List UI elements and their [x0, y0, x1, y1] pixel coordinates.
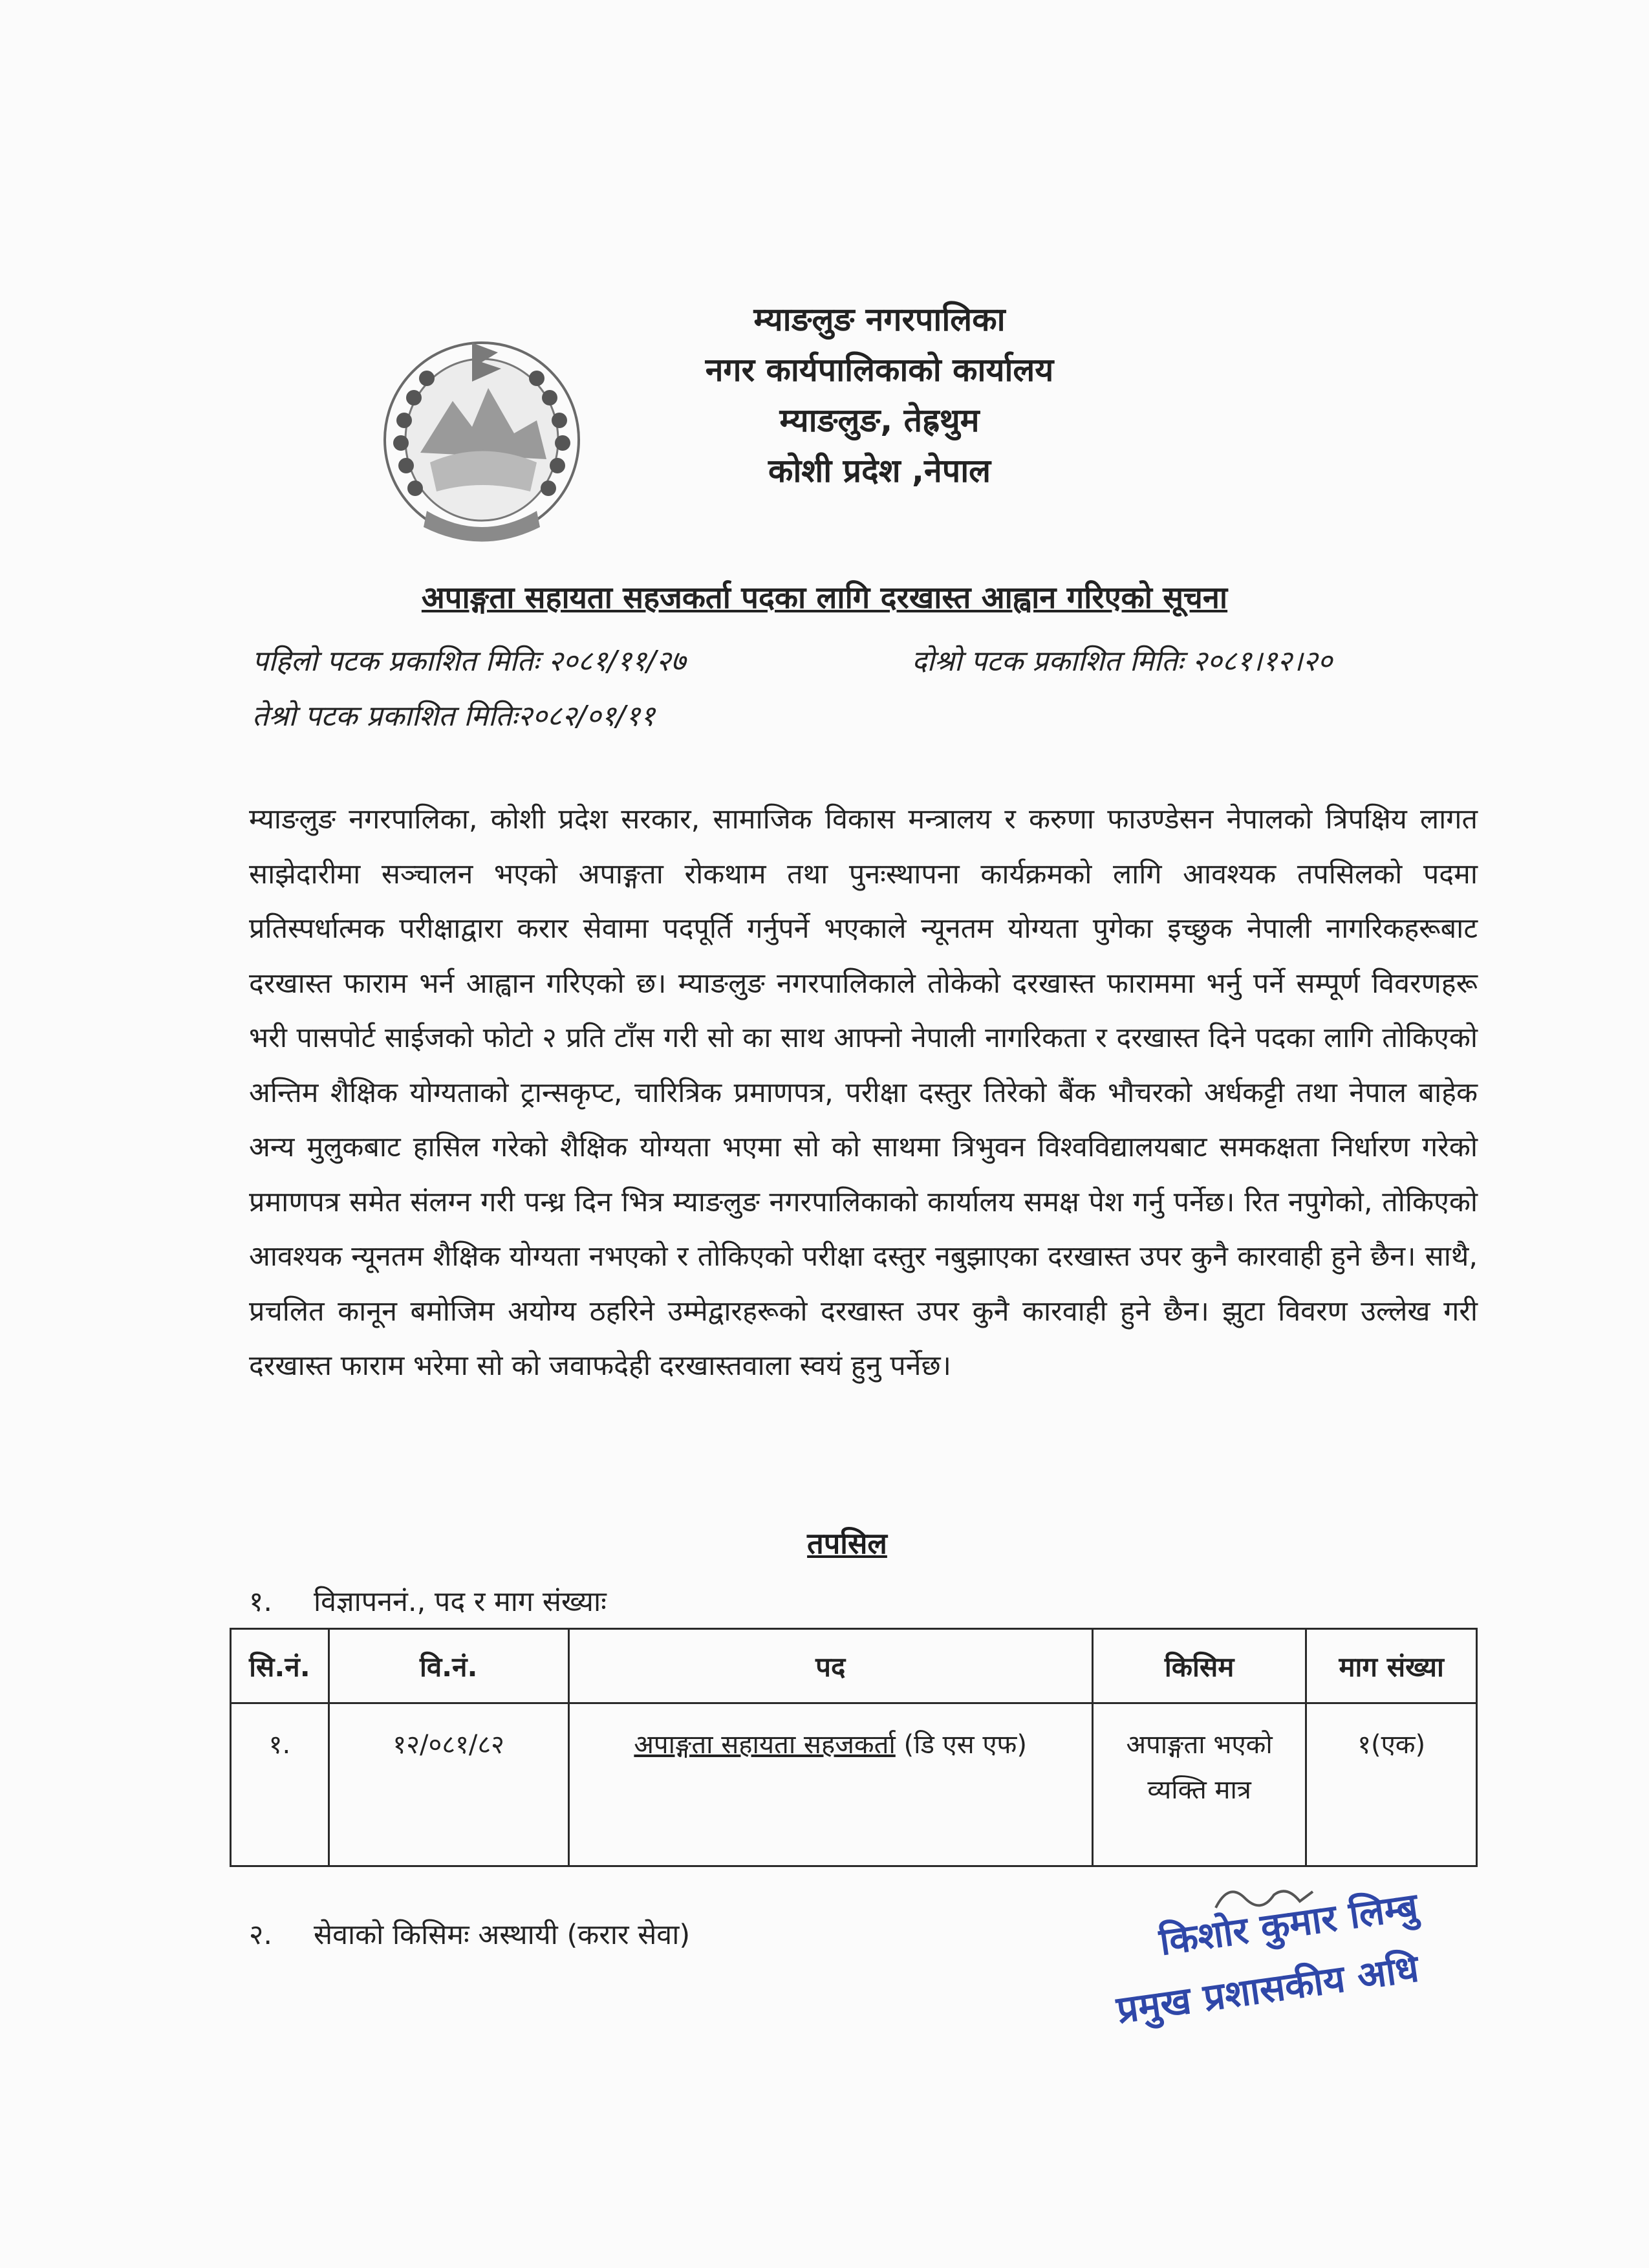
province-country: कोशी प्रदेश ,नेपाल [768, 452, 991, 490]
municipality-name: म्याङलुङ नगरपालिका [753, 301, 1006, 338]
cell-post [568, 1703, 1092, 1866]
item-number: २. [249, 1919, 273, 1951]
header-serial: सि.नं. [231, 1629, 329, 1703]
first-publication-date: पहिलो पटक प्रकाशित मितिः २०८१/११/२७ [252, 645, 686, 678]
table-header-row [231, 1629, 1477, 1703]
type-line-1: अपाङ्गता भएको [1126, 1730, 1273, 1760]
posts-table [230, 1628, 1478, 1867]
header-demand: माग संख्या [1306, 1629, 1477, 1703]
nepal-emblem-icon [375, 323, 588, 550]
third-publication-date: तेश्रो पटक प्रकाशित मितिः२०८२/०१/११ [252, 700, 655, 733]
letterhead [621, 294, 1138, 496]
item-number: १. [249, 1586, 273, 1618]
post-abbrev: (डि एस एफ) [895, 1730, 1028, 1760]
cell-demand: १(एक) [1306, 1703, 1477, 1866]
details-heading: तपसिल [807, 1526, 887, 1561]
official-stamp [1098, 1868, 1514, 2058]
type-line-2: व्यक्ति मात्र [1147, 1775, 1251, 1805]
table-row [231, 1703, 1477, 1866]
post-name: अपाङ्गता सहायता सहजकर्ता [634, 1730, 896, 1760]
details-item-1 [249, 1581, 607, 1619]
notice-title: अपाङ्गता सहायता सहजकर्ता पदका लागि दरखास्त आह्वान गरिएको सूचना [421, 580, 1228, 616]
notice-body: म्याङलुङ नगरपालिका, कोशी प्रदेश सरकार, सामाजिक विकास मन्त्रालय र करुणा फाउण्डेसन नेपालको त्रिपक्षिय लागत साझेदारीमा सञ्चालन भएको अपाङ्गता रोकथाम तथा पुनःस्थापना कार्यक्रमको लागि आवश्यक तपसिलको पदमा प्रतिस्पर्धात्मक परीक्षाद्वारा करार सेवामा पदपूर्ति गर्नुपर्ने भएकाले न्यूनतम योग्यता पुगेका इच्छुक नेपाली नागरिकहरूबाट दरखास्त फाराम भर्न आह्वान गरिएको छ। म्याङलुङ नगरपालिकाले तोकेको दरखास्त फाराममा भर्नु पर्ने सम्पूर्ण विवरणहरू भरी पासपोर्ट साईजको फोटो २ प्रति टाँस गरी सो का साथ आफ्नो नेपाली नागरिकता र दरखास्त दिने पदका लागि तोकिएको अन्तिम शैक्षिक योग्यताको ट्रान्सकृप्ट, चारित्रिक प्रमाणपत्र, परीक्षा दस्तुर तिरेको बैंक भौचरको अर्धकट्टी तथा नेपाल बाहेक अन्य मुलुकबाट हासिल गरेको शैक्षिक योग्यता भएमा सो को साथमा त्रिभुवन विश्वविद्यालयबाट समकक्षता निर्धारण गरेको प्रमाणपत्र समेत संलग्न गरी पन्ध्र दिन भित्र म्याङलुङ नगरपालिकाको कार्यालय समक्ष पेश गर्नु पर्नेछ। रित नपुगेको, तोकिएको आवश्यक न्यूनतम शैक्षिक योग्यता नभएको र तोकिएको परीक्षा दस्तुर नबुझाएका दरखास्त उपर कुनै कारवाही हुने छैन। साथै, प्रचलित कानून बमोजिम अयोग्य ठहरिने उम्मेद्वारहरूको दरखास्त उपर कुनै कारवाही हुने छैन। झुटा विवरण उल्लेख गरी दरखास्त फाराम भरेमा सो को जवाफदेही दरखास्तवाला स्वयं हुनु पर्नेछ। [249, 803, 1478, 1382]
header-adv-no: वि.नं. [329, 1629, 568, 1703]
stamp-name: किशोर कुमार लिम्बु [1156, 1884, 1421, 1964]
stamp-designation: प्रमुख प्रशासकीय अधि [1114, 1946, 1421, 2033]
second-publication-date: दोश्रो पटक प्रकाशित मितिः २०८१।१२।२० [912, 645, 1333, 678]
item-text: विज्ञापननं., पद र माग संख्याः [314, 1586, 607, 1618]
details-item-2 [249, 1914, 690, 1952]
office-location: म्याङलुङ, तेह्रथुम [779, 402, 980, 439]
header-type: किसिम [1092, 1629, 1306, 1703]
office-name: नगर कार्यपालिकाको कार्यालय [705, 351, 1054, 389]
cell-type [1092, 1703, 1306, 1866]
cell-adv-no: १२/०८१/८२ [329, 1703, 568, 1866]
item-text: सेवाको किसिमः अस्थायी (करार सेवा) [314, 1919, 691, 1951]
cell-serial: १. [231, 1703, 329, 1866]
header-post: पद [568, 1629, 1092, 1703]
